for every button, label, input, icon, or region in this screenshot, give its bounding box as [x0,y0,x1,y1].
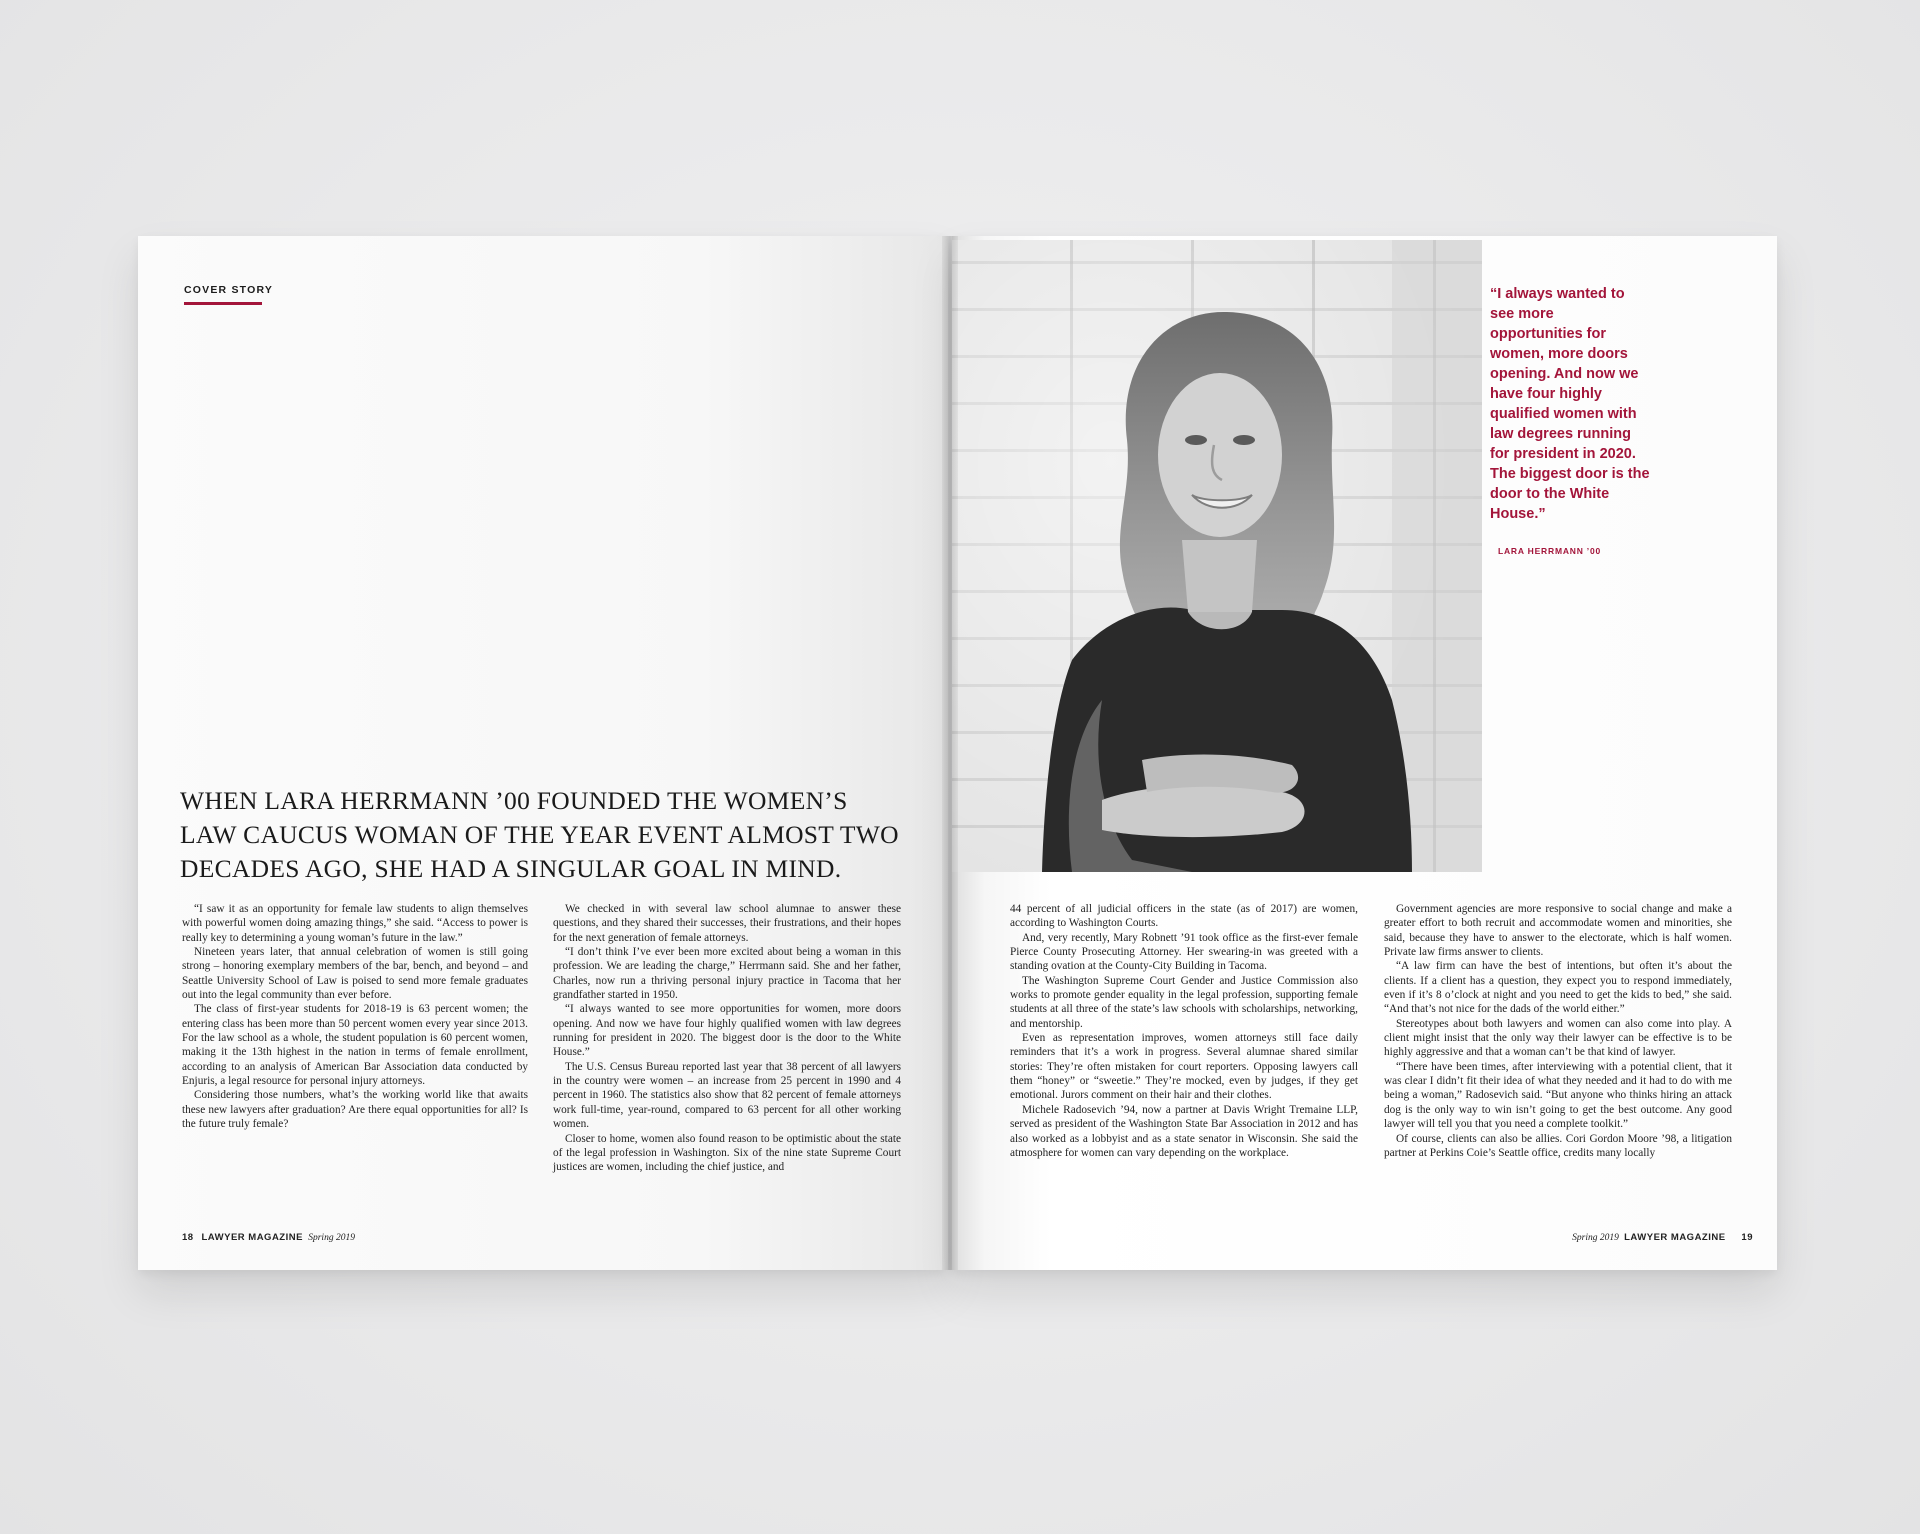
paragraph: We checked in with several law school alumnae to answer these questions, and they shared their successes, their frustrations, and their hopes for the next generation of female attorneys. [553,903,901,944]
paragraph: “There have been times, after interviewing with a potential client, that it was clear I didn’t fit their idea of what they needed and it had to do with me being a woman,” Radosevich said. “But anyone who thinks hiring an attack dog is the only way to win isn’t going to get the best outcome. Any good lawyer will tell you that you need a complete toolkit.” [1384,1060,1732,1131]
paragraph: Michele Radosevich ’94, now a partner at Davis Wright Tremaine LLP, served as president of the Washington State Bar Association in 2012 and has also worked as a lobbyist and as a state senator in Wisconsin. She said the atmosphere for women can vary depending on the workplace. [1010,1103,1358,1159]
portrait-figure [952,240,1482,872]
spine-gutter [942,236,958,1270]
right-page [952,236,1777,1270]
left-column-2 [553,902,901,1175]
paragraph: Nineteen years later, that annual celebration of women is still going strong – honoring exemplary members of the bar, bench, and beyond – and Seattle University School of Law is poised to send more female graduates out into the legal community than ever before. [182,946,528,1002]
left-page [138,236,948,1270]
paragraph: “A law firm can have the best of intentions, but often it’s about the clients. If a client has a question, they expect you to respond immediately, even if it’s 8 o’clock at night and you need to get the kids to bed,” she said. “And that’s not nice for the dads of the world either.” [1384,960,1732,1016]
article-headline: WHEN LARA HERRMANN ’00 FOUNDED THE WOMEN’S LAW CAUCUS WOMAN OF THE YEAR EVENT ALMOST TWO DECADES AGO, SHE HAD A SINGULAR GOAL IN MIND. [180,786,899,883]
paragraph: Government agencies are more responsive to social change and make a greater effort to both recruit and accommodate women and minorities, she said, because they have to answer to the electorate, which is half women. Private law firms answer to clients. [1384,903,1732,959]
paragraph: Stereotypes about both lawyers and women can also come into play. A client might insist that the only way their lawyer can be effective is to be highly aggressive and that a woman can’t be that kind of lawyer. [1384,1017,1732,1059]
pull-quote: “I always wanted to see more opportunities for women, more doors opening. And now we have four highly qualified women with law degrees running for president in 2020. The biggest door is the door to the White House.” [1490,286,1650,522]
page-number: 19 [1741,1232,1753,1243]
page-number: 18 [182,1232,194,1243]
right-column-2 [1384,902,1732,1160]
section-kicker: COVER STORY [184,284,274,296]
paragraph: And, very recently, Mary Robnett ’91 took office as the first-ever female Pierce County Prosecuting Attorney. Her swearing-in was greeted with a standing ovation at the County-City Building in Tacoma. [1010,931,1358,973]
paragraph: “I always wanted to see more opportunities for women, more doors opening. And now we have four highly qualified women with law degrees running for president in 2020. The biggest door is the door to the White House.” [553,1003,901,1059]
paragraph: “I saw it as an opportunity for female law students to align themselves with powerful women doing amazing things,” she said. “Access to power is really key to determining a young woman’s future in the law.” [182,903,528,944]
folio-left [182,1232,355,1243]
paragraph: 44 percent of all judicial officers in the state (as of 2017) are women, according to Washington Courts. [1010,903,1358,930]
left-column-1 [182,902,528,1132]
paragraph: The class of first-year students for 2018-19 is 63 percent women; the entering class has been more than 50 percent women every year since 2013. For the law school as a whole, the student population is 60 percent women, making it the 13th highest in the nation in terms of female enrollment, according to an analysis of American Bar Association data conducted by Enjuris, a legal resource for personal injury attorneys. [182,1003,528,1088]
paragraph: The Washington Supreme Court Gender and Justice Commission also works to promote gender equality in the legal profession, supporting female students at all three of the state’s law schools with scholarships, networking, and mentorship. [1010,974,1358,1030]
issue-date: Spring 2019 [1572,1233,1619,1243]
paragraph: “I don’t think I’ve ever been more excited about being a woman in this profession. We are leading the charge,” Herrmann said. She and her father, Charles, now run a thriving personal injury practice in Tacoma that her grandfather started in 1950. [553,946,901,1002]
paragraph: The U.S. Census Bureau reported last year that 38 percent of all lawyers in the country were women – an increase from 25 percent in 1990 and 4 percent in 1960. The statistics also show that 82 percent of female attorneys work full-time, year-round, compared to 63 percent for all other working women. [553,1060,901,1131]
portrait-photo [952,240,1482,872]
paragraph: Of course, clients can also be allies. Cori Gordon Moore ’98, a litigation partner at Perkins Coie’s Seattle office, credits many locally [1384,1132,1732,1159]
issue-date: Spring 2019 [308,1233,355,1243]
paragraph: Even as representation improves, women attorneys still face daily reminders that it’s a work in progress. Several alumnae shared similar stories: They’re often mistaken for court reporters. Opposing lawyers call them “honey” or “sweetie.” They’re mocked, even by judges, if they get emotional. Jurors comment on their hair and their clothes. [1010,1032,1358,1102]
kicker-underline [184,302,262,305]
magazine-name: LAWYER MAGAZINE [1624,1232,1726,1243]
folio-right [1572,1232,1753,1243]
paragraph: Considering those numbers, what’s the working world like that awaits these new lawyers after graduation? Are there equal opportunities for all? Is the future truly female? [182,1089,528,1131]
paragraph: Closer to home, women also found reason to be optimistic about the state of the legal profession in Washington. Six of the nine state Supreme Court justices are women, including the chief justice, and [553,1132,901,1174]
pull-quote-attribution: LARA HERRMANN ’00 [1498,546,1602,556]
magazine-name: LAWYER MAGAZINE [201,1232,303,1243]
right-column-1 [1010,902,1358,1160]
